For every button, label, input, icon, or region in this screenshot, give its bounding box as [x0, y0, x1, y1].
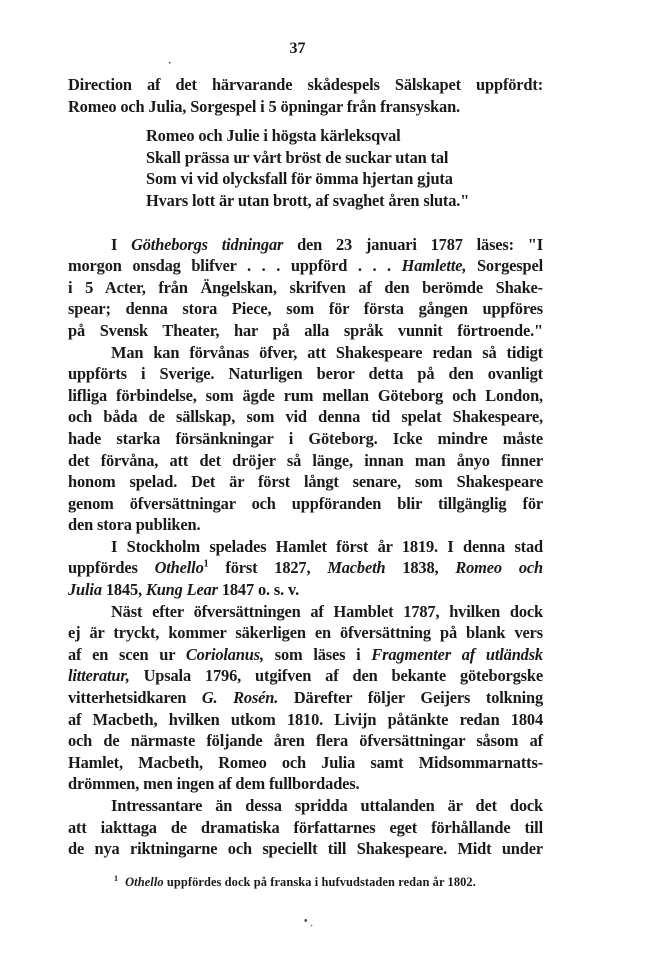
p2-line-6: det förvåna, att det dröjer så länge, innan man ånyo finner: [68, 450, 543, 470]
coriolanus-title: Coriolanus,: [185, 644, 264, 664]
macbeth-title: Macbeth: [327, 558, 386, 578]
p1-line-4: spear; denna stora Piece, som för första gången uppföres: [68, 299, 543, 319]
p3-l3-d: 1847 o. s. v.: [217, 580, 300, 600]
paragraph-gotheborgs-tidningar: [68, 234, 543, 342]
p5-line-2: att iakttaga de dramatiska författarnes eget förhållande till: [68, 817, 543, 837]
p4-l5-a: vitterhetsidkaren: [68, 688, 202, 708]
p4-line-8: Hamlet, Macbeth, Romeo och Julia samt Midsommarnatts-: [68, 752, 543, 772]
poem-line-4: Hvars lott är utan brott, af svaghet åren sluta.": [146, 190, 470, 210]
poem-line-2: Skall prässa ur vårt bröst de suckar utan tal: [146, 147, 449, 167]
p2-line-4: och båda de sällskap, som vid denna tid spelat Shakespeare,: [68, 407, 543, 427]
p4-l4-b: Upsala 1796, utgifven af den bekante göteborgske: [129, 666, 543, 686]
poem-quote: [146, 125, 543, 211]
p4-l3-c: som läses i: [263, 644, 372, 664]
paragraph-sweden-shakespeare: [68, 342, 543, 536]
p4-l5-c: Därefter följer Geijers tolkning: [278, 688, 543, 708]
p2-line-1: Man kan förvånas öfver, att Shakespeare redan så tidigt: [111, 342, 543, 362]
p3-l2-e: 1838,: [385, 558, 456, 578]
footnote: [68, 873, 543, 891]
fragmenter-title: Fragmenter af utländsk: [371, 644, 543, 664]
p3-line-1: I Stockholm spelades Hamlet först år 1819. I denna stad: [111, 536, 543, 556]
footnote-othello: Othello: [125, 874, 164, 889]
paragraph-dramatists: [68, 795, 543, 860]
page-number: 37: [289, 40, 306, 57]
romeo-title-part: Romeo och: [455, 558, 543, 578]
p4-line-6: af Macbeth, hvilken utkom 1810. Livijn påtänkte redan 1804: [68, 709, 543, 729]
litteratur-title: litteratur,: [68, 666, 130, 686]
p4-line-5: [68, 687, 543, 709]
book-page: [68, 38, 543, 891]
p1-line-5: på Svensk Theater, har på alla språk vunnit förtroende.": [68, 320, 543, 340]
p4-l3-a: af en scen ur: [68, 644, 186, 664]
p3-l3-b: 1845,: [101, 580, 146, 600]
p1-line-3: i 5 Acter, från Ängelskan, skrifven af den berömde Shake-: [68, 277, 543, 297]
footnote-marker: 1: [114, 873, 119, 883]
p2-line-5: hade starka försänkningar i Göteborg. Icke mindre måste: [68, 428, 543, 448]
p5-line-3: de nya riktningarne och speciellt till Shakespeare. Midt under: [68, 839, 543, 859]
p4-line-4: [68, 665, 543, 687]
p4-line-1: Näst efter öfversättningen af Hamblet 1787, hvilken dock: [111, 601, 543, 621]
p1-l2-a: morgon onsdag blifver . . . uppförd . . .: [68, 256, 402, 276]
newspaper-title: Götheborgs tidningar: [131, 234, 284, 254]
print-speck-mark: • ˏ: [304, 916, 314, 927]
paragraph-stockholm: [68, 536, 543, 601]
julia-title-part: Julia: [68, 580, 102, 600]
p4-line-7: och de närmaste följande åren flera öfversättningar såsom af: [68, 731, 543, 751]
p4-line-3: [68, 644, 543, 666]
poem-line-1: Romeo och Julie i högsta kärleksqval: [146, 126, 401, 146]
p1-line-1: [68, 234, 543, 256]
p1-l2-c: Sorgespel: [466, 256, 543, 276]
p2-line-8: genom öfversättningar och uppföranden blir tillgänglig för: [68, 493, 543, 513]
p1-line-2: [68, 255, 543, 277]
p2-line-9: den stora publiken.: [68, 515, 201, 535]
p1-l1-a: I: [111, 234, 132, 254]
hamlette-title: Hamlette,: [401, 256, 467, 276]
othello-title: Othello: [154, 558, 204, 578]
p4-line-9: drömmen, men ingen af dem fullbordades.: [68, 774, 360, 794]
p3-l2-a: uppfördes: [68, 558, 155, 578]
p3-l2-c: först 1827,: [208, 558, 328, 578]
p2-line-7: honom spelad. Det är först långt senare, som Shakespeare: [68, 472, 543, 492]
p4-line-2: ej är tryckt, kommer säkerligen en öfversättning på blank vers: [68, 623, 543, 643]
print-speck-dot: ·: [168, 58, 172, 69]
intro-paragraph: [68, 74, 543, 117]
footnote-text: uppfördes dock på franska i hufvudstaden redan år 1802.: [163, 874, 476, 889]
intro-line-2: Romeo och Julia, Sorgespel i 5 öpningar från fransyskan.: [68, 96, 460, 116]
poem-line-3: Som vi vid olycksfall för ömma hjertan gjuta: [146, 169, 453, 189]
p3-line-2: [68, 557, 543, 579]
intro-line-1: Direction af det härvarande skådespels Sälskapet uppfördt:: [68, 75, 543, 94]
p1-l1-c: den 23 januari 1787 läses: "I: [283, 234, 543, 254]
footnote-ref: 1: [203, 559, 209, 570]
p2-line-2: uppförts i Sverige. Naturligen beror detta på den ovanligt: [68, 364, 543, 384]
p3-line-3: [68, 579, 543, 601]
p5-line-1: Intressantare än dessa spridda uttalanden är det dock: [111, 796, 543, 815]
rosen-name: G. Rosén.: [201, 688, 279, 708]
paragraph-translations: [68, 601, 543, 795]
kung-lear-title: Kung Lear: [145, 580, 218, 600]
p2-line-3: lifliga förbindelse, som ägde rum mellan Göteborg och London,: [68, 385, 543, 405]
